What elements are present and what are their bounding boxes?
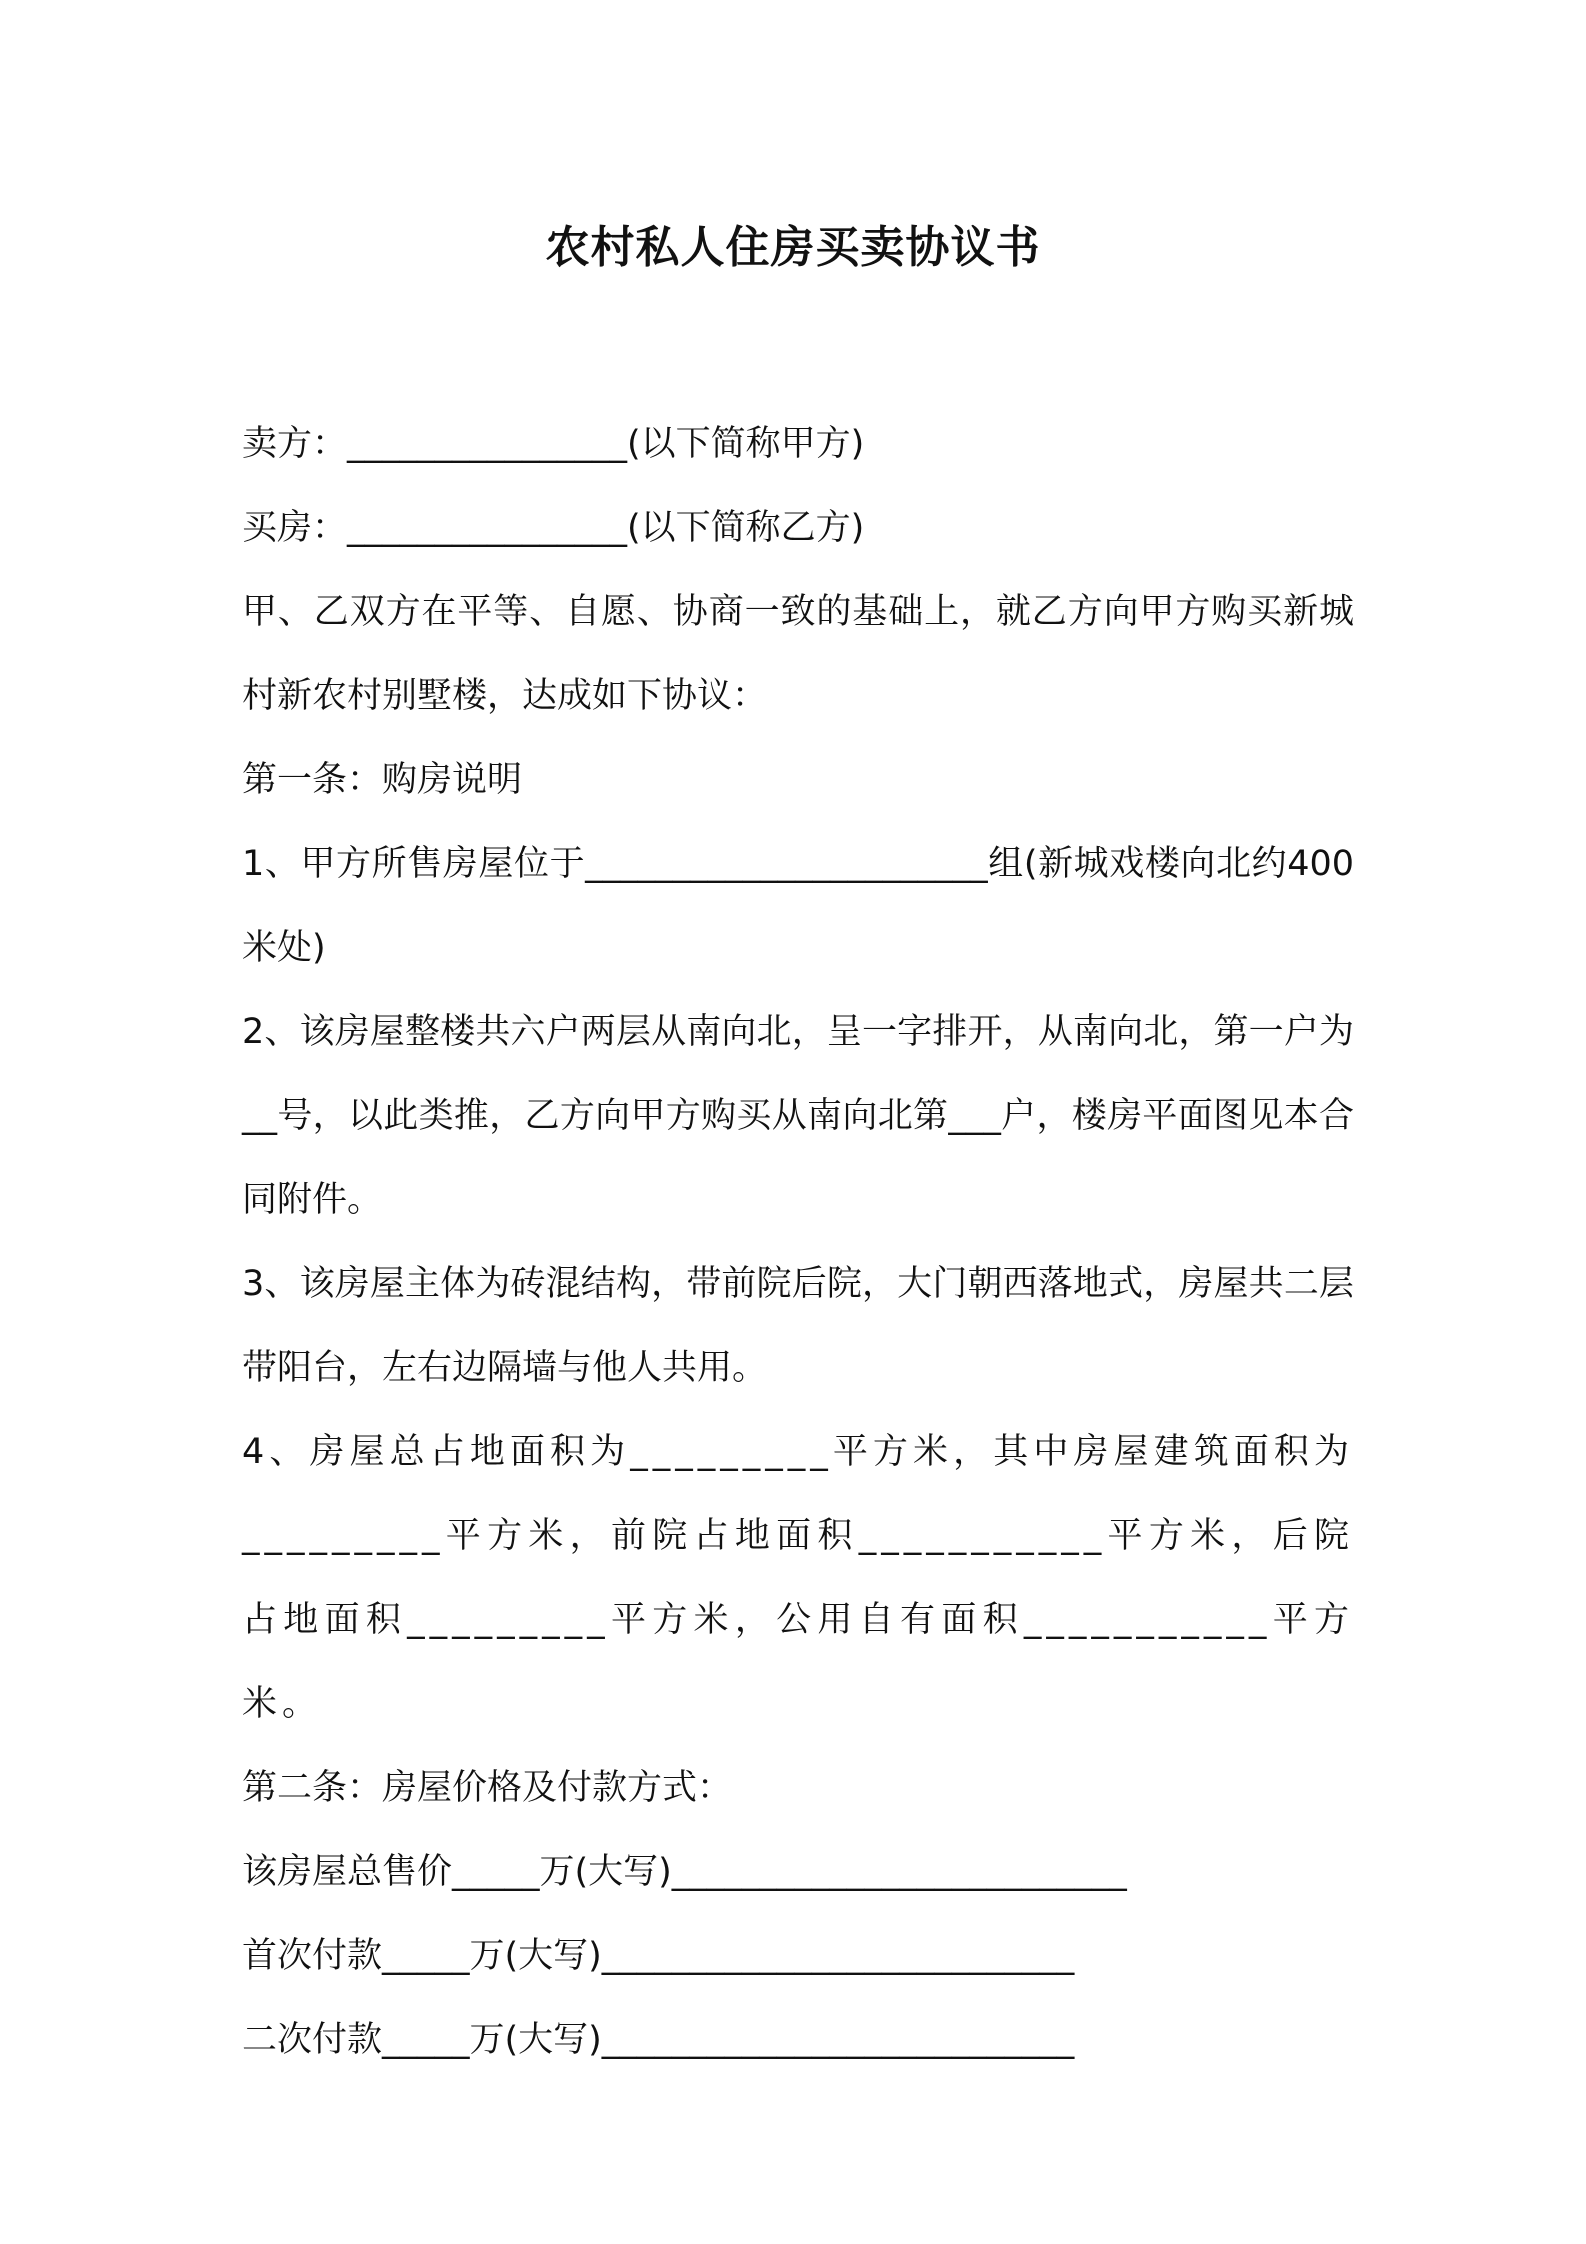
article-one-heading: 第一条：购房说明 [242,760,523,800]
document-title: 农村私人住房买卖协议书 [545,222,1041,273]
clause-4-area: 4、房屋总占地面积为_________平方米，其中房屋建筑面积为_________平方米，前院占地面积___________平方米，后院占地面积_________平方米，公用自有面积___________平方米。 [242,1432,1354,1724]
second-payment-line: 二次付款_____万(大写)___________________________ [242,2020,1075,2060]
preamble-paragraph: 甲、乙双方在平等、自愿、协商一致的基础上，就乙方向甲方购买新城村新农村别墅楼，达成如下协议： [242,592,1354,716]
clause-2-layout: 2、该房屋整楼共六户两层从南向北，呈一字排开，从南向北，第一户为__号，以此类推，乙方向甲方购买从南向北第___户，楼房平面图见本合同附件。 [242,1012,1354,1220]
clause-1-location: 1、甲方所售房屋位于_______________________组(新城戏楼向北约400米处) [242,844,1354,968]
article-two-heading: 第二条：房屋价格及付款方式： [242,1768,733,1808]
document-body [242,402,1354,2082]
clause-3-structure: 3、该房屋主体为砖混结构，带前院后院，大门朝西落地式，房屋共二层带阳台，左右边隔墙与他人共用。 [242,1264,1354,1388]
seller-line: 卖方：________________(以下简称甲方) [242,424,865,464]
total-price-line: 该房屋总售价_____万(大写)__________________________ [242,1852,1127,1892]
first-payment-line: 首次付款_____万(大写)___________________________ [242,1936,1075,1976]
buyer-line: 买房：________________(以下简称乙方) [242,508,865,548]
